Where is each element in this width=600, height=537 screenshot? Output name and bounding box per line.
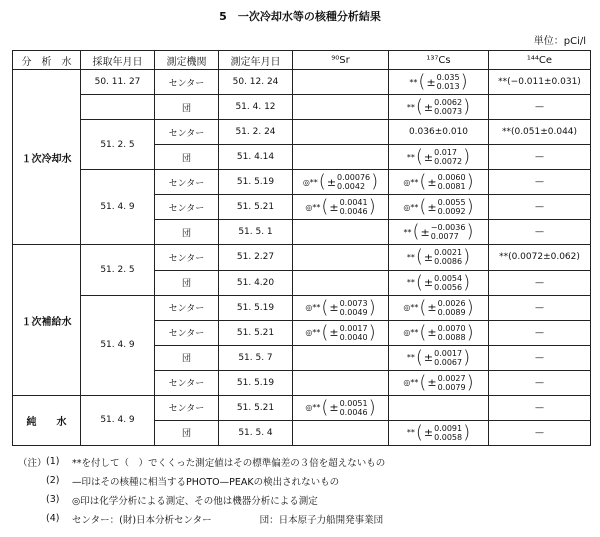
value-pair — [434, 349, 462, 367]
sample-date: 51. 4. 9 — [81, 170, 155, 245]
plus-minus-sign: ± — [427, 326, 437, 340]
open-paren: ( — [321, 296, 329, 318]
close-paren: ) — [368, 396, 376, 418]
value-pair — [340, 324, 368, 342]
agency: センター — [155, 295, 219, 320]
header-row — [13, 51, 591, 70]
close-paren: ) — [368, 321, 376, 343]
sr90-value — [293, 70, 389, 95]
measurement-prefix: ** — [406, 278, 415, 288]
plus-minus-sign: ± — [423, 150, 434, 164]
measure-date: 51. 5.21 — [219, 195, 293, 220]
sr90-value — [293, 370, 389, 395]
ce144-value: — — [489, 270, 591, 295]
measure-date: 51. 5. 4 — [219, 420, 293, 445]
close-paren: ) — [466, 296, 474, 318]
measure-date: 51. 2.27 — [219, 245, 293, 270]
open-paren: ( — [415, 421, 423, 443]
measurement-prefix: ◎** — [403, 177, 419, 187]
close-paren: ) — [463, 271, 471, 293]
plus-minus-sign: ± — [423, 351, 434, 365]
plus-minus-sign: ± — [423, 100, 434, 114]
measure-date: 51. 5. 1 — [219, 220, 293, 245]
header-cs137: ¹³⁷Cs — [389, 51, 489, 70]
close-paren: ) — [371, 171, 379, 193]
value-lower: 0.0081 — [437, 182, 466, 192]
measurement-prefix: ◎** — [305, 328, 321, 338]
plus-minus-sign: ± — [329, 326, 339, 340]
value-upper: 0.0070 — [437, 323, 466, 333]
measurement-prefix: ** — [409, 77, 418, 87]
measurement-prefix: ** — [406, 353, 415, 363]
note-number: (3) — [46, 494, 60, 505]
plus-minus-sign: ± — [329, 301, 339, 315]
value-upper: 0.0091 — [434, 423, 463, 433]
table-row — [13, 70, 591, 95]
value-upper: 0.017 — [434, 148, 458, 158]
measure-date: 51. 5.21 — [219, 395, 293, 420]
value-pair — [437, 73, 460, 91]
table-row — [13, 245, 591, 270]
unit-label: 単位：pCi/l — [533, 36, 586, 47]
value-pair — [337, 173, 370, 191]
value-upper: 0.00076 — [337, 173, 371, 183]
value-upper: 0.0041 — [339, 198, 368, 208]
open-paren: ( — [412, 221, 420, 243]
note-number: (4) — [46, 513, 60, 524]
measure-date: 51. 5.19 — [219, 295, 293, 320]
measurement-prefix: ** — [406, 152, 415, 162]
ce144-value: — — [489, 420, 591, 445]
cs137-value — [389, 320, 489, 345]
measurement-value — [406, 271, 471, 293]
plus-minus-sign: ± — [326, 175, 337, 189]
measurement-value — [403, 321, 474, 343]
water-type: １次補給水 — [13, 245, 81, 395]
plus-minus-sign: ± — [423, 426, 434, 440]
measurement-value — [404, 223, 474, 241]
agency: 団 — [155, 145, 219, 170]
cs137-value — [389, 95, 489, 120]
close-paren: ) — [466, 371, 474, 393]
close-paren: ) — [466, 196, 474, 218]
cs137-value — [389, 245, 489, 270]
close-paren: ) — [466, 321, 474, 343]
value-pair — [438, 374, 466, 392]
plus-minus-sign: ± — [427, 301, 437, 315]
open-paren: ( — [419, 171, 427, 193]
plus-minus-sign: ± — [427, 376, 437, 390]
close-paren: ) — [463, 421, 471, 443]
agency: 団 — [155, 220, 219, 245]
measurement-value — [407, 248, 470, 266]
value-upper: 0.0017 — [339, 323, 368, 333]
value-pair — [434, 98, 462, 116]
value-pair — [340, 198, 368, 216]
value-lower: 0.0058 — [434, 432, 463, 442]
cs137-value — [389, 270, 489, 295]
note-item — [18, 490, 385, 509]
plus-minus-sign: ± — [427, 175, 437, 189]
plus-minus-sign: ± — [329, 401, 339, 415]
close-paren: ) — [463, 346, 471, 368]
value-pair — [438, 198, 466, 216]
value-lower: 0.0073 — [434, 107, 463, 117]
agency: 団 — [155, 345, 219, 370]
value-pair — [438, 324, 466, 342]
measurement-value — [407, 148, 470, 166]
sr90-value — [293, 270, 389, 295]
sr90-value — [293, 295, 389, 320]
sample-date: 51. 4. 9 — [81, 295, 155, 395]
open-paren: ( — [418, 71, 426, 93]
value-pair — [434, 424, 462, 442]
cs137-value — [389, 395, 489, 420]
plus-minus-sign: ± — [423, 250, 434, 264]
water-type: １次冷却水 — [13, 70, 81, 245]
close-paren: ) — [463, 246, 471, 268]
header-sr90: ⁹⁰Sr — [293, 51, 389, 70]
open-paren: ( — [321, 321, 329, 343]
value-pair — [340, 299, 368, 317]
value-upper: 0.0055 — [437, 198, 466, 208]
value-upper: 0.035 — [436, 73, 460, 83]
ce144-value: — — [489, 145, 591, 170]
plus-minus-sign: ± — [329, 200, 339, 214]
cs137-value — [389, 195, 489, 220]
sr90-value — [293, 320, 389, 345]
ce144-value: — — [489, 370, 591, 395]
sr90-value — [293, 120, 389, 145]
value-upper: 0.0027 — [437, 373, 466, 383]
cs137-value — [389, 295, 489, 320]
open-paren: ( — [415, 346, 423, 368]
sr90-value — [293, 195, 389, 220]
plain-value: 0.036±0.010 — [408, 127, 469, 138]
ce144-value: — — [489, 320, 591, 345]
measure-date: 51. 5.19 — [219, 370, 293, 395]
measurement-value — [406, 346, 471, 368]
header-water: 分 析 水 — [13, 51, 81, 70]
cs137-value — [389, 70, 489, 95]
close-paren: ) — [460, 71, 468, 93]
open-paren: ( — [419, 371, 427, 393]
ce144-value: **(−0.011±0.031) — [489, 70, 591, 95]
note-item — [18, 452, 385, 471]
value-upper: 0.0021 — [434, 248, 463, 258]
sr90-value — [293, 345, 389, 370]
note-number: (2) — [46, 475, 60, 486]
sr90-value — [293, 395, 389, 420]
measurement-value — [403, 173, 473, 191]
agency: 団 — [155, 95, 219, 120]
open-paren: ( — [419, 196, 427, 218]
agency: センター — [155, 70, 219, 95]
ce144-value: **(0.051±0.044) — [489, 120, 591, 145]
value-pair — [431, 223, 466, 241]
value-upper: 0.0062 — [434, 98, 463, 108]
measurement-prefix: ◎** — [302, 177, 318, 187]
ce144-value: **(0.0072±0.062) — [489, 245, 591, 270]
agency: センター — [155, 245, 219, 270]
plus-minus-sign: ± — [427, 200, 437, 214]
measure-date: 50. 12. 24 — [219, 70, 293, 95]
value-lower: 0.0077 — [430, 232, 459, 242]
agency: センター — [155, 170, 219, 195]
value-lower: 0.0088 — [437, 332, 466, 342]
nuclide-table — [12, 50, 591, 446]
measurement-prefix: ** — [403, 227, 412, 237]
cs137-value — [389, 120, 489, 145]
close-paren: ) — [466, 221, 474, 243]
cs137-value — [389, 220, 489, 245]
open-paren: ( — [415, 96, 423, 118]
value-lower: 0.013 — [436, 82, 460, 92]
measurement-value — [403, 198, 473, 216]
measure-date: 51. 5.19 — [219, 170, 293, 195]
open-paren: ( — [415, 146, 423, 168]
note-text: センター：(財)日本分析センター — [72, 514, 212, 526]
cs137-value — [389, 420, 489, 445]
close-paren: ) — [368, 196, 376, 218]
measurement-value — [409, 73, 467, 91]
note-text: —印はその核種に相当するPHOTO—PEAKの検出されないもの — [72, 476, 340, 488]
value-lower: 0.0042 — [337, 182, 366, 192]
measurement-prefix: ◎** — [403, 328, 419, 338]
measurement-prefix: ◎** — [403, 378, 419, 388]
note-extra: 団：日本原子力船開発事業団 — [259, 514, 384, 526]
close-paren: ) — [368, 296, 376, 318]
table-row — [13, 170, 591, 195]
measurement-prefix: ◎** — [305, 403, 321, 413]
measurement-value — [303, 173, 378, 191]
header-ce144: ¹⁴⁴Ce — [489, 51, 591, 70]
ce144-value: — — [489, 170, 591, 195]
sr90-value — [293, 245, 389, 270]
sr90-value — [293, 170, 389, 195]
value-pair — [434, 274, 462, 292]
sample-date: 51. 2. 5 — [81, 245, 155, 295]
ce144-value: — — [489, 345, 591, 370]
value-pair — [438, 173, 466, 191]
note-text: ◎印は化学分析による測定、その他は機器分析による測定 — [72, 495, 318, 507]
close-paren: ) — [466, 171, 474, 193]
measurement-value — [403, 371, 474, 393]
open-paren: ( — [321, 396, 329, 418]
measurement-value — [305, 296, 376, 318]
notes — [18, 452, 385, 528]
sr90-value — [293, 145, 389, 170]
measure-date: 51. 5. 7 — [219, 345, 293, 370]
sr90-value — [293, 95, 389, 120]
cs137-value — [389, 370, 489, 395]
value-lower: 0.0049 — [339, 307, 368, 317]
open-paren: ( — [415, 271, 423, 293]
agency: 団 — [155, 270, 219, 295]
value-pair — [434, 248, 462, 266]
value-lower: 0.0046 — [339, 407, 368, 417]
agency: 団 — [155, 420, 219, 445]
ce144-value: — — [489, 395, 591, 420]
value-upper: 0.0051 — [339, 398, 368, 408]
measure-date: 51. 4. 12 — [219, 95, 293, 120]
table-title: 5 一次冷却水等の核種分析結果 — [219, 10, 381, 23]
value-lower: 0.0046 — [339, 207, 368, 217]
value-lower: 0.0079 — [437, 382, 466, 392]
note-number: (1) — [46, 456, 60, 467]
header-agency: 測定機関 — [155, 51, 219, 70]
value-lower: 0.0089 — [437, 307, 466, 317]
table-row — [13, 395, 591, 420]
sample-date: 51. 2. 5 — [81, 120, 155, 170]
value-upper: 0.0073 — [339, 298, 368, 308]
value-upper: −0.0036 — [430, 223, 466, 233]
note-item — [18, 509, 385, 528]
measure-date: 51. 4.14 — [219, 145, 293, 170]
measurement-prefix: ** — [406, 102, 415, 112]
open-paren: ( — [321, 196, 329, 218]
measurement-value — [407, 98, 470, 116]
value-lower: 0.0067 — [434, 357, 463, 367]
close-paren: ) — [463, 96, 471, 118]
note-text: **を付して（ ）でくくった測定値はその標準偏差の３倍を超えないもの — [72, 457, 386, 469]
plus-minus-sign: ± — [426, 75, 436, 89]
agency: センター — [155, 120, 219, 145]
value-pair — [434, 148, 462, 166]
measurement-prefix: ◎** — [403, 303, 419, 313]
plus-minus-sign: ± — [420, 225, 430, 239]
close-paren: ) — [463, 146, 471, 168]
water-type: 純 水 — [13, 395, 81, 445]
measure-date: 51. 4.20 — [219, 270, 293, 295]
plus-minus-sign: ± — [423, 276, 434, 290]
value-lower: 0.0056 — [434, 282, 463, 292]
measurement-value — [305, 198, 375, 216]
measurement-value — [403, 296, 474, 318]
cs137-value — [389, 170, 489, 195]
value-lower: 0.0040 — [339, 332, 368, 342]
open-paren: ( — [419, 296, 427, 318]
header-measured: 測定年月日 — [219, 51, 293, 70]
ce144-value: — — [489, 195, 591, 220]
open-paren: ( — [415, 246, 423, 268]
ce144-value: — — [489, 220, 591, 245]
notes-label: （注） — [18, 457, 47, 469]
value-lower: 0.0092 — [437, 207, 466, 217]
measurement-prefix: ◎** — [305, 202, 321, 212]
header-sampled: 採取年月日 — [81, 51, 155, 70]
open-paren: ( — [419, 321, 427, 343]
measurement-prefix: ◎** — [403, 202, 419, 212]
ce144-value: — — [489, 295, 591, 320]
table-row — [13, 95, 591, 120]
cs137-value — [389, 145, 489, 170]
measurement-value — [305, 321, 376, 343]
value-upper: 0.0017 — [434, 348, 463, 358]
value-lower: 0.0072 — [434, 157, 463, 167]
agency: センター — [155, 370, 219, 395]
value-upper: 0.0060 — [437, 173, 466, 183]
measure-date: 51. 5.21 — [219, 320, 293, 345]
table-row — [13, 295, 591, 320]
value-pair — [340, 399, 368, 417]
agency: センター — [155, 320, 219, 345]
agency: センター — [155, 395, 219, 420]
ce144-value: — — [489, 95, 591, 120]
sample-date — [81, 95, 155, 120]
value-pair — [438, 299, 466, 317]
measurement-value — [305, 396, 376, 418]
table-row — [13, 120, 591, 145]
measurement-prefix: ◎** — [305, 303, 321, 313]
cs137-value — [389, 345, 489, 370]
open-paren: ( — [318, 171, 326, 193]
sample-date: 50. 11. 27 — [81, 70, 155, 95]
sr90-value — [293, 420, 389, 445]
note-item — [18, 471, 385, 490]
value-upper: 0.0026 — [437, 298, 466, 308]
measurement-prefix: ** — [406, 428, 415, 438]
value-upper: 0.0054 — [434, 273, 463, 283]
value-lower: 0.0086 — [434, 257, 463, 267]
measurement-prefix: ** — [406, 252, 415, 262]
sr90-value — [293, 220, 389, 245]
sample-date: 51. 4. 9 — [81, 395, 155, 445]
measurement-value — [406, 421, 471, 443]
agency: センター — [155, 195, 219, 220]
measure-date: 51. 2. 24 — [219, 120, 293, 145]
